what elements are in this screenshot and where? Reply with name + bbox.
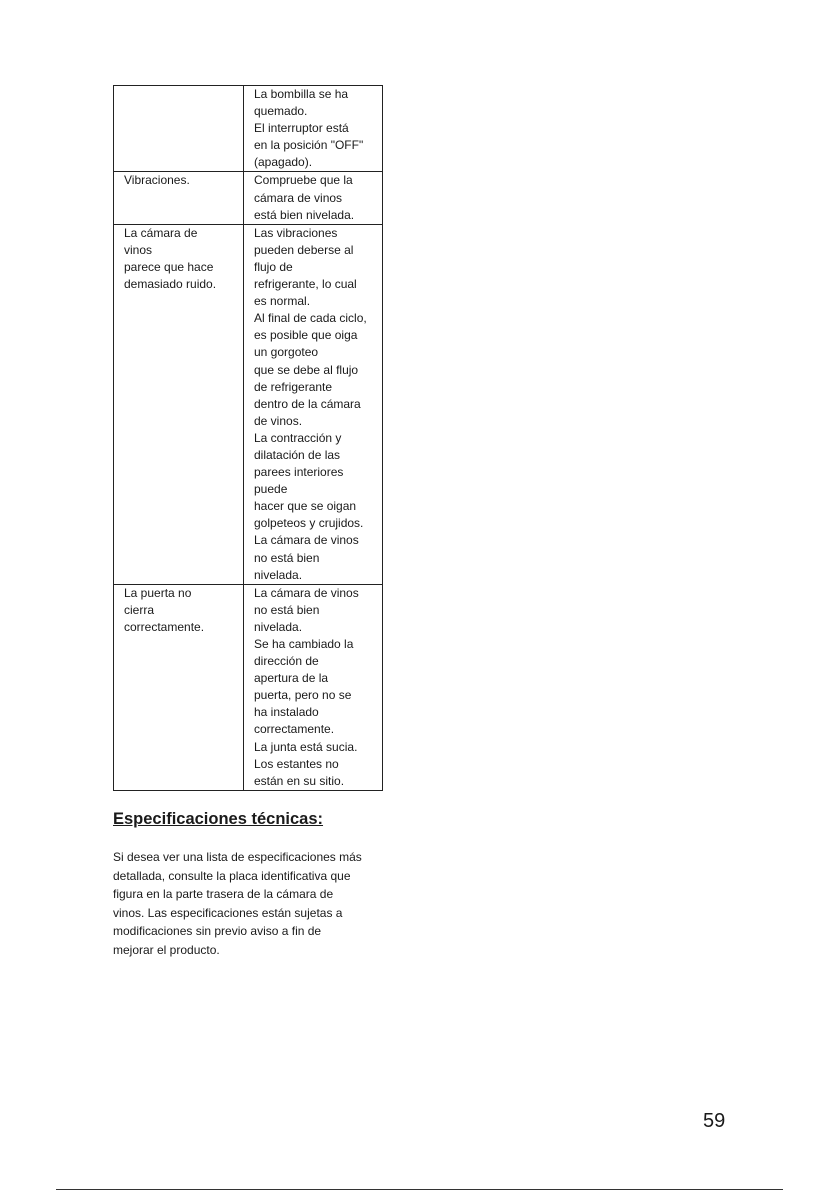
specs-paragraph: Si desea ver una lista de especificaciones más detallada, consulte la placa identificativa que figura en la parte trasera de la cámara de vinos. Las especificaciones están sujetas a modificaciones sin previo aviso a fin de mejorar el producto. bbox=[113, 850, 362, 957]
footer-divider bbox=[56, 1189, 783, 1190]
table-row bbox=[114, 584, 383, 790]
problem-cell bbox=[114, 86, 244, 172]
page-number: 59 bbox=[703, 1110, 726, 1132]
table-row bbox=[114, 224, 383, 584]
cause-cell: La bombilla se ha quemado. El interruptor está en la posición "OFF" (apagado). bbox=[244, 86, 383, 172]
cause-cell: Compruebe que la cámara de vinos está bien nivelada. bbox=[244, 172, 383, 224]
problem-cell: Vibraciones. bbox=[114, 172, 244, 224]
table-row bbox=[114, 86, 383, 172]
table-row bbox=[114, 172, 383, 224]
section-heading: Especificaciones técnicas: bbox=[113, 810, 324, 828]
problem-cell: La puerta no cierra correctamente. bbox=[114, 584, 244, 790]
troubleshooting-table bbox=[113, 85, 383, 791]
cause-cell: La cámara de vinos no está bien nivelada. Se ha cambiado la dirección de apertura de la puerta, pero no se ha instalado correctamente. La junta está sucia. Los estantes no están en su sitio. bbox=[244, 584, 383, 790]
problem-cell: La cámara de vinos parece que hace demasiado ruido. bbox=[114, 224, 244, 584]
cause-cell: Las vibraciones pueden deberse al flujo de refrigerante, lo cual es normal. Al final de cada ciclo, es posible que oiga un gorgoteo que se debe al flujo de refrigerante dentro de la cámara de vinos. La contracción y dilatación de las parees interiores puede hacer que se oigan golpeteos y crujidos. La cámara de vinos no está bien nivelada. bbox=[244, 224, 383, 584]
